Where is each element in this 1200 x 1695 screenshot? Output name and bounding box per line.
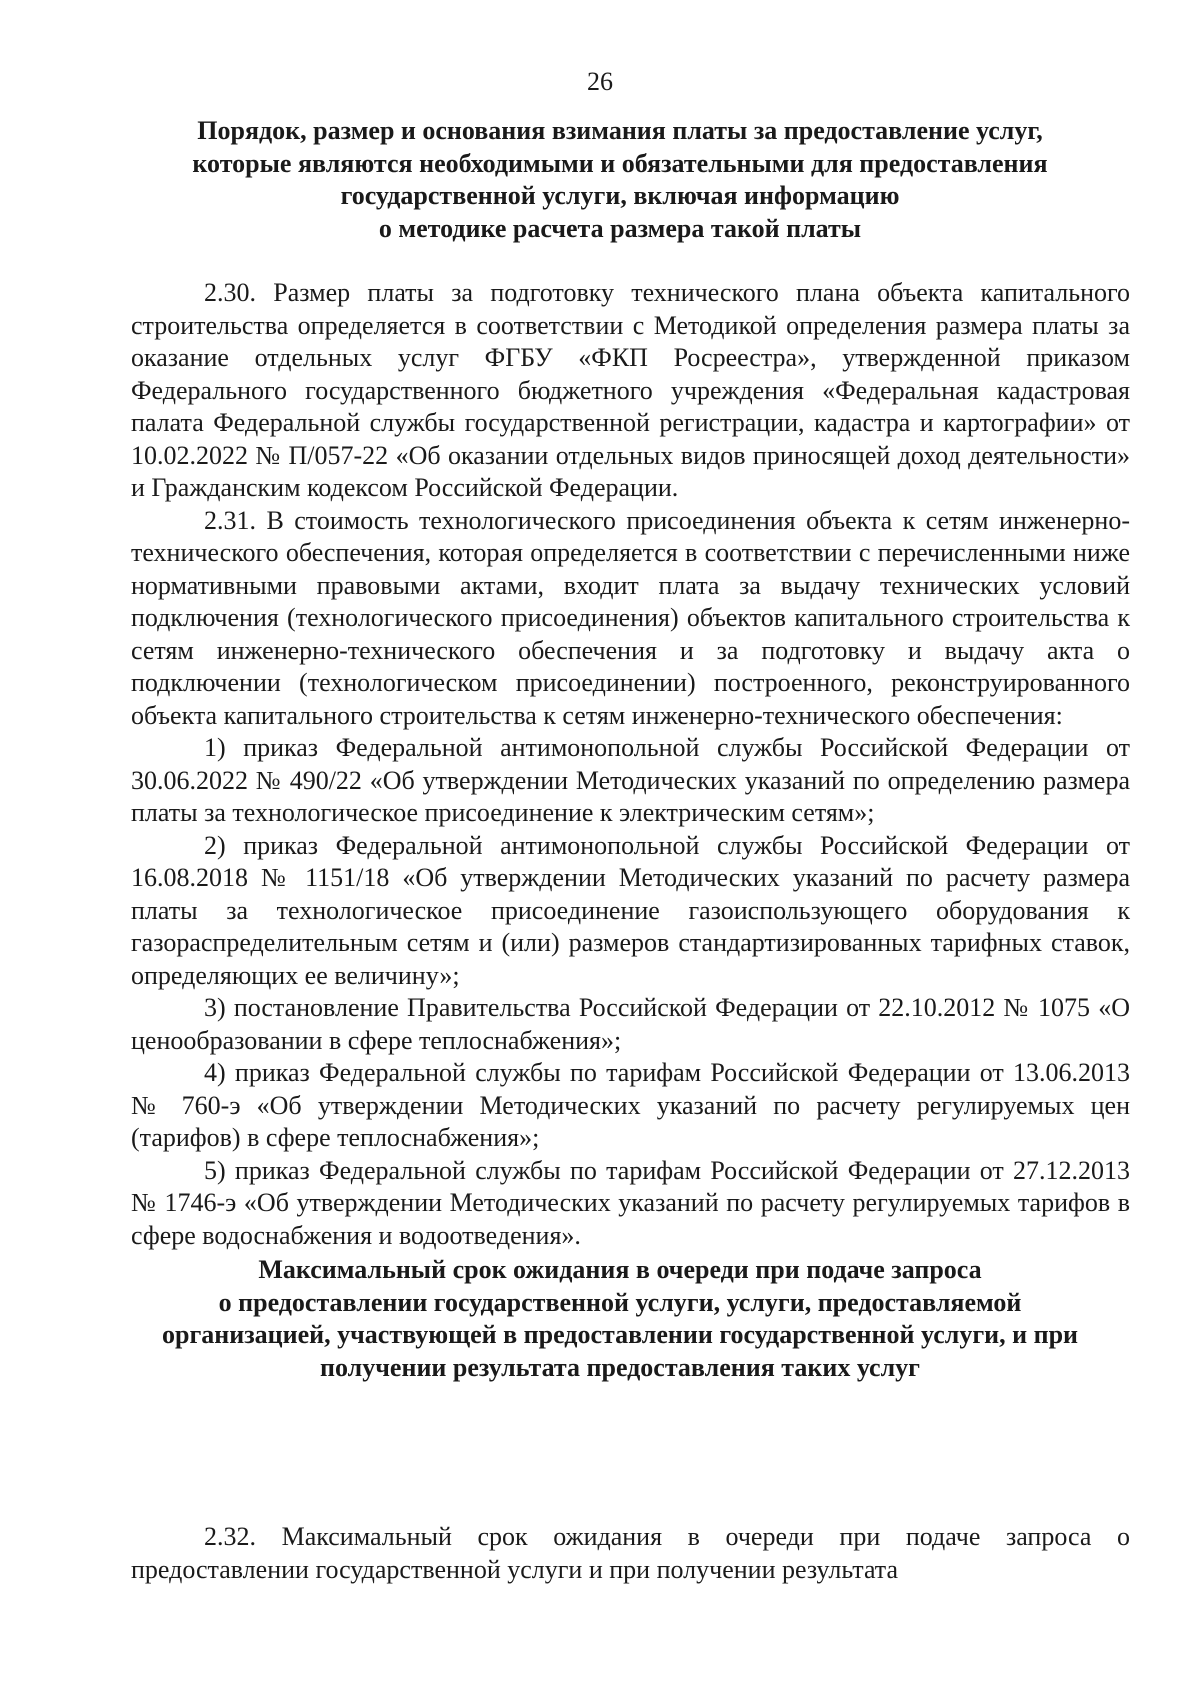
section-body-fees xyxy=(131,277,1130,1252)
heading-line: Порядок, размер и основания взимания платы за предоставление услуг, xyxy=(197,116,1043,145)
paragraph-2-30: 2.30. Размер платы за подготовку технического плана объекта капитального строительства определяется в соответствии с Методикой определения размера платы за оказание отдельных услуг ФГБУ «ФКП Росреестра», утвержденной приказом Федерального государственного бюджетного учреждения «Федеральная кадастровая палата Федеральной службы государственной регистрации, кадастра и картографии» от 10.02.2022 № П/057-22 «Об оказании отдельных видов приносящей доход деятельности» и Гражданским кодексом Российской Федерации. xyxy=(131,278,1130,502)
heading-line: организацией, участвующей в предоставлении государственной услуги, и при xyxy=(161,1320,1079,1349)
list-item-2: 2) приказ Федеральной антимонопольной службы Российской Федерации от 16.08.2018 № 1151/18 «Об утверждении Методических указаний по расчету размера платы за технологическое присоединение газоиспользующего оборудования к газораспределительным сетям и (или) размеров стандартизированных тарифных ставок, определяющих ее величину»; xyxy=(131,830,1130,990)
heading-line: которые являются необходимыми и обязательными для предоставления xyxy=(192,148,1048,178)
heading-line: государственной услуги, включая информацию xyxy=(340,181,900,210)
list-item-5: 5) приказ Федеральной службы по тарифам Российской Федерации от 27.12.2013 № 1746-э «Об утверждении Методических указаний по расчету регулируемых тарифов в сфере водоснабжения и водоотведения». xyxy=(131,1155,1130,1250)
paragraph-2-31: 2.31. В стоимость технологического присоединения объекта к сетям инженерно-технического обеспечения, которая определяется в соответствии с перечисленными ниже нормативными правовыми актами, входит плата за выдачу технических условий подключения (технологического присоединения) объектов капитального строительства к сетям инженерно-технического обеспечения и за подготовку и выдачу акта о подключении (технологическом присоединении) построенного, реконструированного объекта капитального строительства к сетям инженерно-технического обеспечения: xyxy=(131,505,1130,730)
list-item-4: 4) приказ Федеральной службы по тарифам Российской Федерации от 13.06.2013 № 760-э «Об утверждении Методических указаний по расчету регулируемых цен (тарифов) в сфере теплоснабжения»; xyxy=(131,1058,1130,1152)
section-heading-fees xyxy=(120,115,1120,245)
list-item-3: 3) постановление Правительства Российской Федерации от 22.10.2012 № 1075 «О ценообразовании в сфере теплоснабжения»; xyxy=(131,993,1130,1055)
heading-line: о предоставлении государственной услуги, услуги, предоставляемой xyxy=(218,1287,1022,1317)
heading-line: получении результата предоставления таких услуг xyxy=(320,1352,920,1382)
heading-line: о методике расчета размера такой платы xyxy=(378,213,862,243)
list-item-1: 1) приказ Федеральной антимонопольной службы Российской Федерации от 30.06.2022 № 490/22 «Об утверждении Методических указаний по определению размера платы за технологическое присоединение к электрическим сетям»; xyxy=(131,733,1130,827)
section-body-queue-time xyxy=(131,1521,1130,1586)
page-number: 26 xyxy=(587,67,613,96)
paragraph-2-32: 2.32. Максимальный срок ожидания в очереди при подаче запроса о предоставлении государственной услуги и при получении результата xyxy=(131,1522,1130,1584)
section-heading-queue-time xyxy=(120,1254,1120,1384)
heading-line: Максимальный срок ожидания в очереди при подаче запроса xyxy=(258,1255,982,1284)
